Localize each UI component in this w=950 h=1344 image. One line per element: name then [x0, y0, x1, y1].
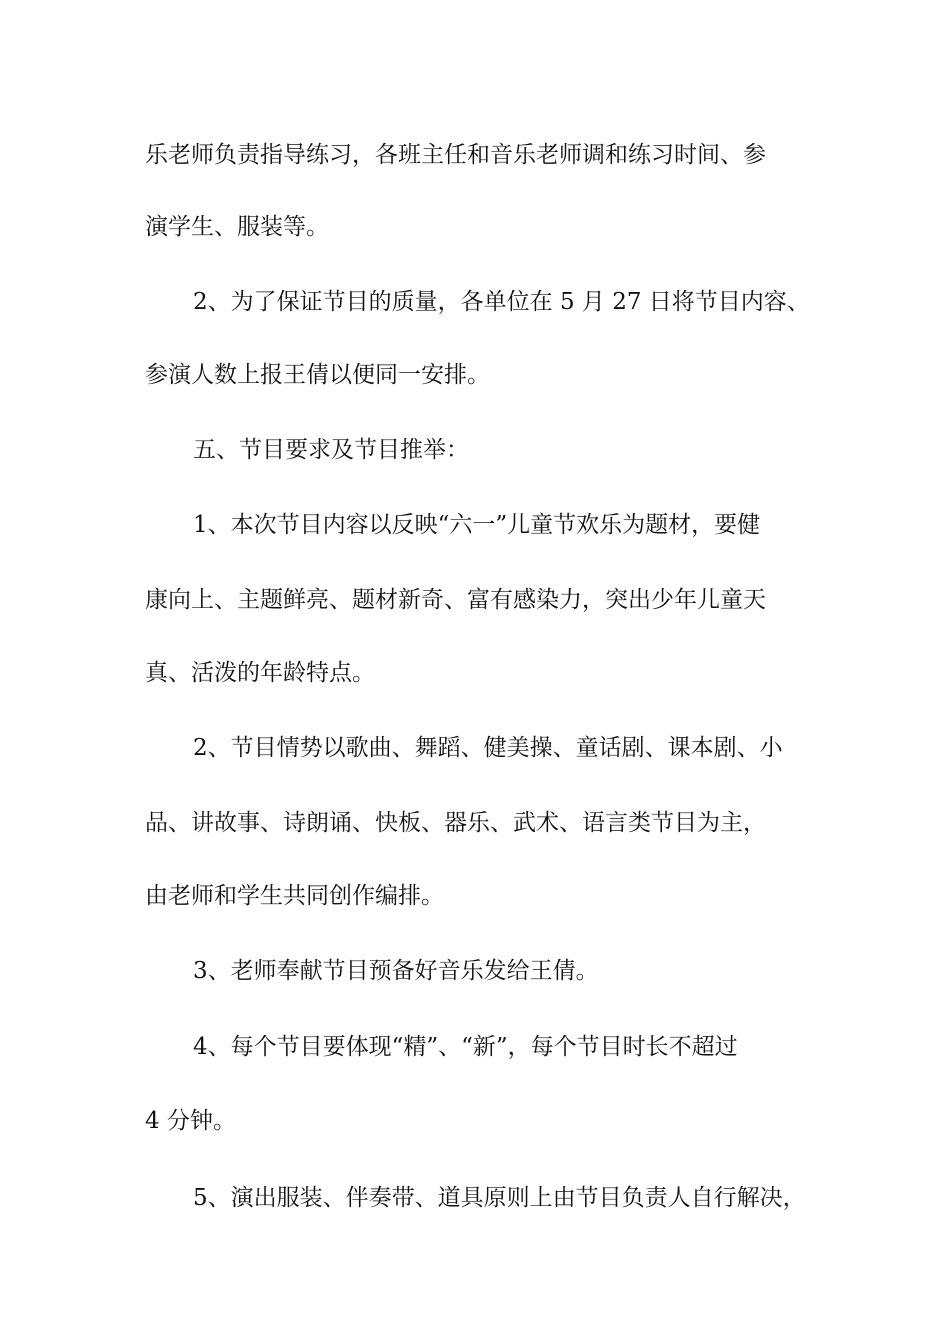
text-line: 2、节目情势以歌曲、舞蹈、健美操、童话剧、课本剧、小 — [193, 735, 783, 761]
text-line: 演学生、服装等。 — [145, 214, 329, 240]
text-line: 康向上、主题鲜亮、题材新奇、富有感染力，突出少年儿童天 — [145, 587, 766, 613]
text-line: 3、老师奉献节目预备好音乐发给王倩。 — [193, 958, 599, 984]
section-heading: 五、节目要求及节目推举： — [193, 437, 469, 463]
text-line: 1、本次节目内容以反映“六一”儿童节欢乐为题材，要健 — [193, 512, 761, 538]
text-line: 真、活泼的年龄特点。 — [145, 660, 375, 686]
text-line: 4、每个节目要体现“精”、“新”，每个节目时长不超过 — [193, 1034, 738, 1060]
text-line: 参演人数上报王倩以便同一安排。 — [145, 362, 490, 388]
text-line: 品、讲故事、诗朗诵、快板、器乐、武术、语言类节目为主， — [145, 810, 766, 836]
text-line: 2、为了保证节目的质量，各单位在 5 月 27 日将节目内容、 — [193, 289, 810, 315]
text-line: 5、演出服装、伴奏带、道具原则上由节目负责人自行解决， — [193, 1185, 806, 1211]
text-line: 4 分钟。 — [145, 1108, 236, 1134]
text-line: 由老师和学生共同创作编排。 — [145, 883, 444, 909]
text-line: 乐老师负责指导练习，各班主任和音乐老师调和练习时间、参 — [145, 142, 766, 168]
